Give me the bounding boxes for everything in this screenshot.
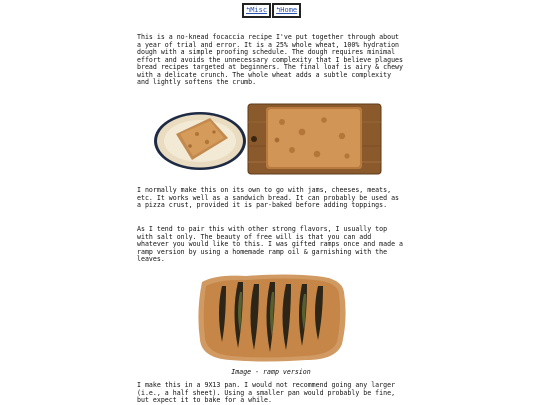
home-link[interactable]: ↰Home bbox=[276, 6, 298, 14]
usage-paragraph: I normally make this on its own to go with jams, cheeses, meats, etc. It works well as a sandwich bread. It can probably be used as a pizza crust, provided it is par-baked before adding toppings. bbox=[137, 186, 400, 209]
misc-link[interactable]: ↰Misc bbox=[246, 6, 268, 14]
home-nav-button[interactable] bbox=[272, 3, 301, 18]
plated-slice-image bbox=[154, 112, 246, 170]
misc-nav-button[interactable] bbox=[242, 3, 271, 18]
intro-paragraph: This is a no-knead focaccia recipe I've put together through about a year of trial and error. It is a 25% whole wheat, 100% hydration dough with a simple proofing schedule. The dough requires minimal effort and avoids the unnecessary complexity that I believe plagues bread recipes targeted at beginners. The final loaf is airy & chewy with a delicate crunch. The whole wheat adds a subtle complexity and lightly softens the crumb. bbox=[137, 33, 403, 86]
top-nav bbox=[242, 3, 301, 18]
pan-paragraph: I make this in a 9X13 pan. I would not recommend going any larger (i.e., a half sheet). Using a smaller pan would probably be fine, but expect it to bake for a while. bbox=[137, 381, 396, 404]
focaccia-photos bbox=[152, 102, 388, 176]
ramp-image-caption: Image - ramp version bbox=[231, 368, 311, 376]
focaccia-on-board-image bbox=[248, 104, 381, 174]
ramp-focaccia-image bbox=[196, 272, 348, 364]
flavors-paragraph: As I tend to pair this with other strong flavors, I usually top with salt only. The beauty of free will is that you can add whatever you would like to this. I was gifted ramps once and made a ramp version by using a homemade ramp oil & garnishing with the leaves. bbox=[137, 225, 403, 263]
